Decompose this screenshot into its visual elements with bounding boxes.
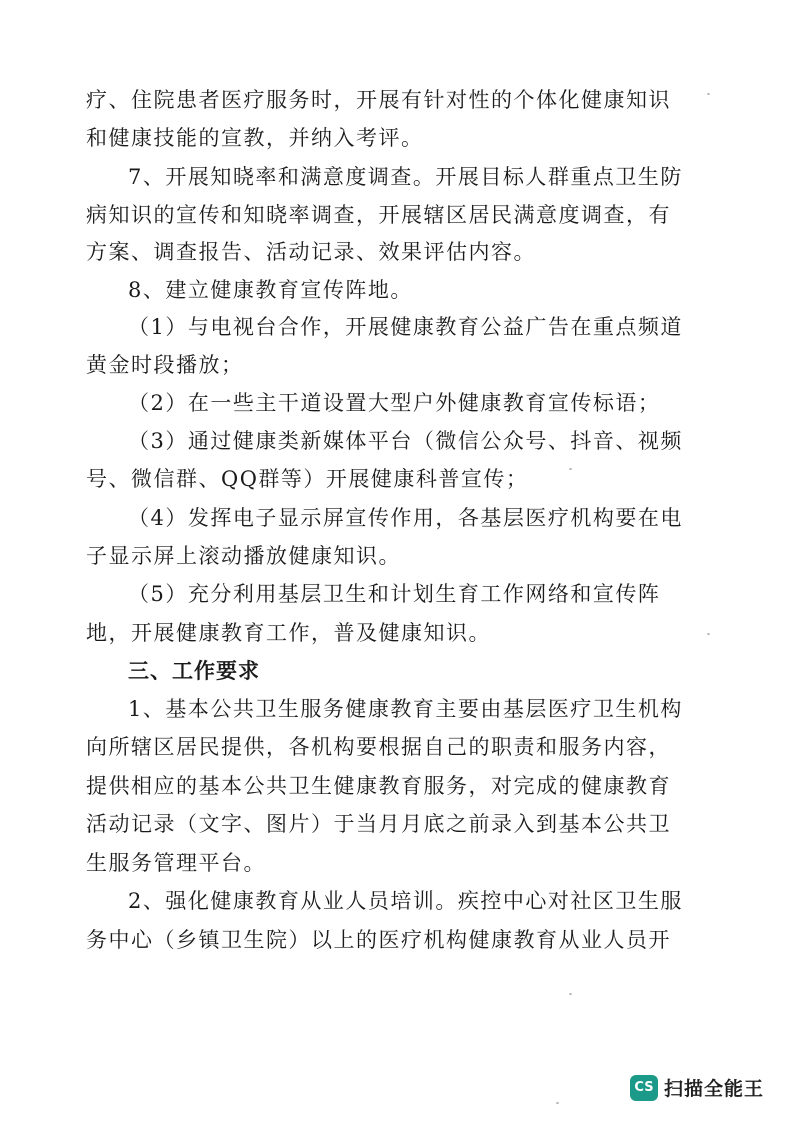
text-line: 黄金时段播放； bbox=[86, 353, 244, 377]
text-line: 2、强化健康教育从业人员培训。疾控中心对社区卫生服 bbox=[128, 889, 683, 913]
text-line: 号、微信群、QQ群等）开展健康科普宣传； bbox=[86, 467, 529, 491]
text-line: 向所辖区居民提供，各机构要根据自己的职责和服务内容， bbox=[86, 735, 671, 759]
scan-speck bbox=[707, 633, 710, 635]
text-line: 务中心（乡镇卫生院）以上的医疗机构健康教育从业人员开 bbox=[86, 928, 671, 952]
text-line: 方案、调查报告、活动记录、效果评估内容。 bbox=[86, 240, 536, 264]
scan-speck bbox=[569, 468, 572, 470]
scan-speck bbox=[556, 1102, 559, 1104]
text-line: 生服务管理平台。 bbox=[86, 851, 266, 875]
text-line: 提供相应的基本公共卫生健康教育服务，对完成的健康教育 bbox=[86, 774, 671, 798]
text-line: 和健康技能的宣教，并纳入考评。 bbox=[86, 126, 424, 150]
text-line: 7、开展知晓率和满意度调查。开展目标人群重点卫生防 bbox=[128, 165, 683, 189]
scanner-watermark bbox=[630, 1074, 764, 1101]
text-line: （5）充分利用基层卫生和计划生育工作网络和宣传阵 bbox=[128, 582, 661, 606]
watermark-app-name: 扫描全能王 bbox=[664, 1078, 765, 1100]
text-line: 子显示屏上滚动播放健康知识。 bbox=[86, 544, 401, 568]
text-line: （1）与电视台合作，开展健康教育公益广告在重点频道 bbox=[128, 315, 683, 339]
text-line: 疗、住院患者医疗服务时，开展有针对性的个体化健康知识 bbox=[86, 88, 671, 112]
text-line: 活动记录（文字、图片）于当月月底之前录入到基本公共卫 bbox=[86, 812, 671, 836]
scan-speck bbox=[707, 93, 710, 95]
text-line: 8、建立健康教育宣传阵地。 bbox=[128, 278, 413, 302]
text-line: 地，开展健康教育工作，普及健康知识。 bbox=[86, 621, 491, 645]
text-line: （3）通过健康类新媒体平台（微信公众号、抖音、视频 bbox=[128, 429, 683, 453]
text-line: 1、基本公共卫生服务健康教育主要由基层医疗卫生机构 bbox=[128, 697, 683, 721]
text-line: （4）发挥电子显示屏宣传作用，各基层医疗机构要在电 bbox=[128, 506, 683, 530]
text-line: （2）在一些主干道设置大型户外健康教育宣传标语； bbox=[128, 391, 661, 415]
text-line: 病知识的宣传和知晓率调查，开展辖区居民满意度调查，有 bbox=[86, 203, 671, 227]
section-heading: 三、工作要求 bbox=[128, 659, 260, 683]
camscanner-logo-icon: CS bbox=[630, 1075, 658, 1101]
scan-speck bbox=[569, 993, 572, 995]
